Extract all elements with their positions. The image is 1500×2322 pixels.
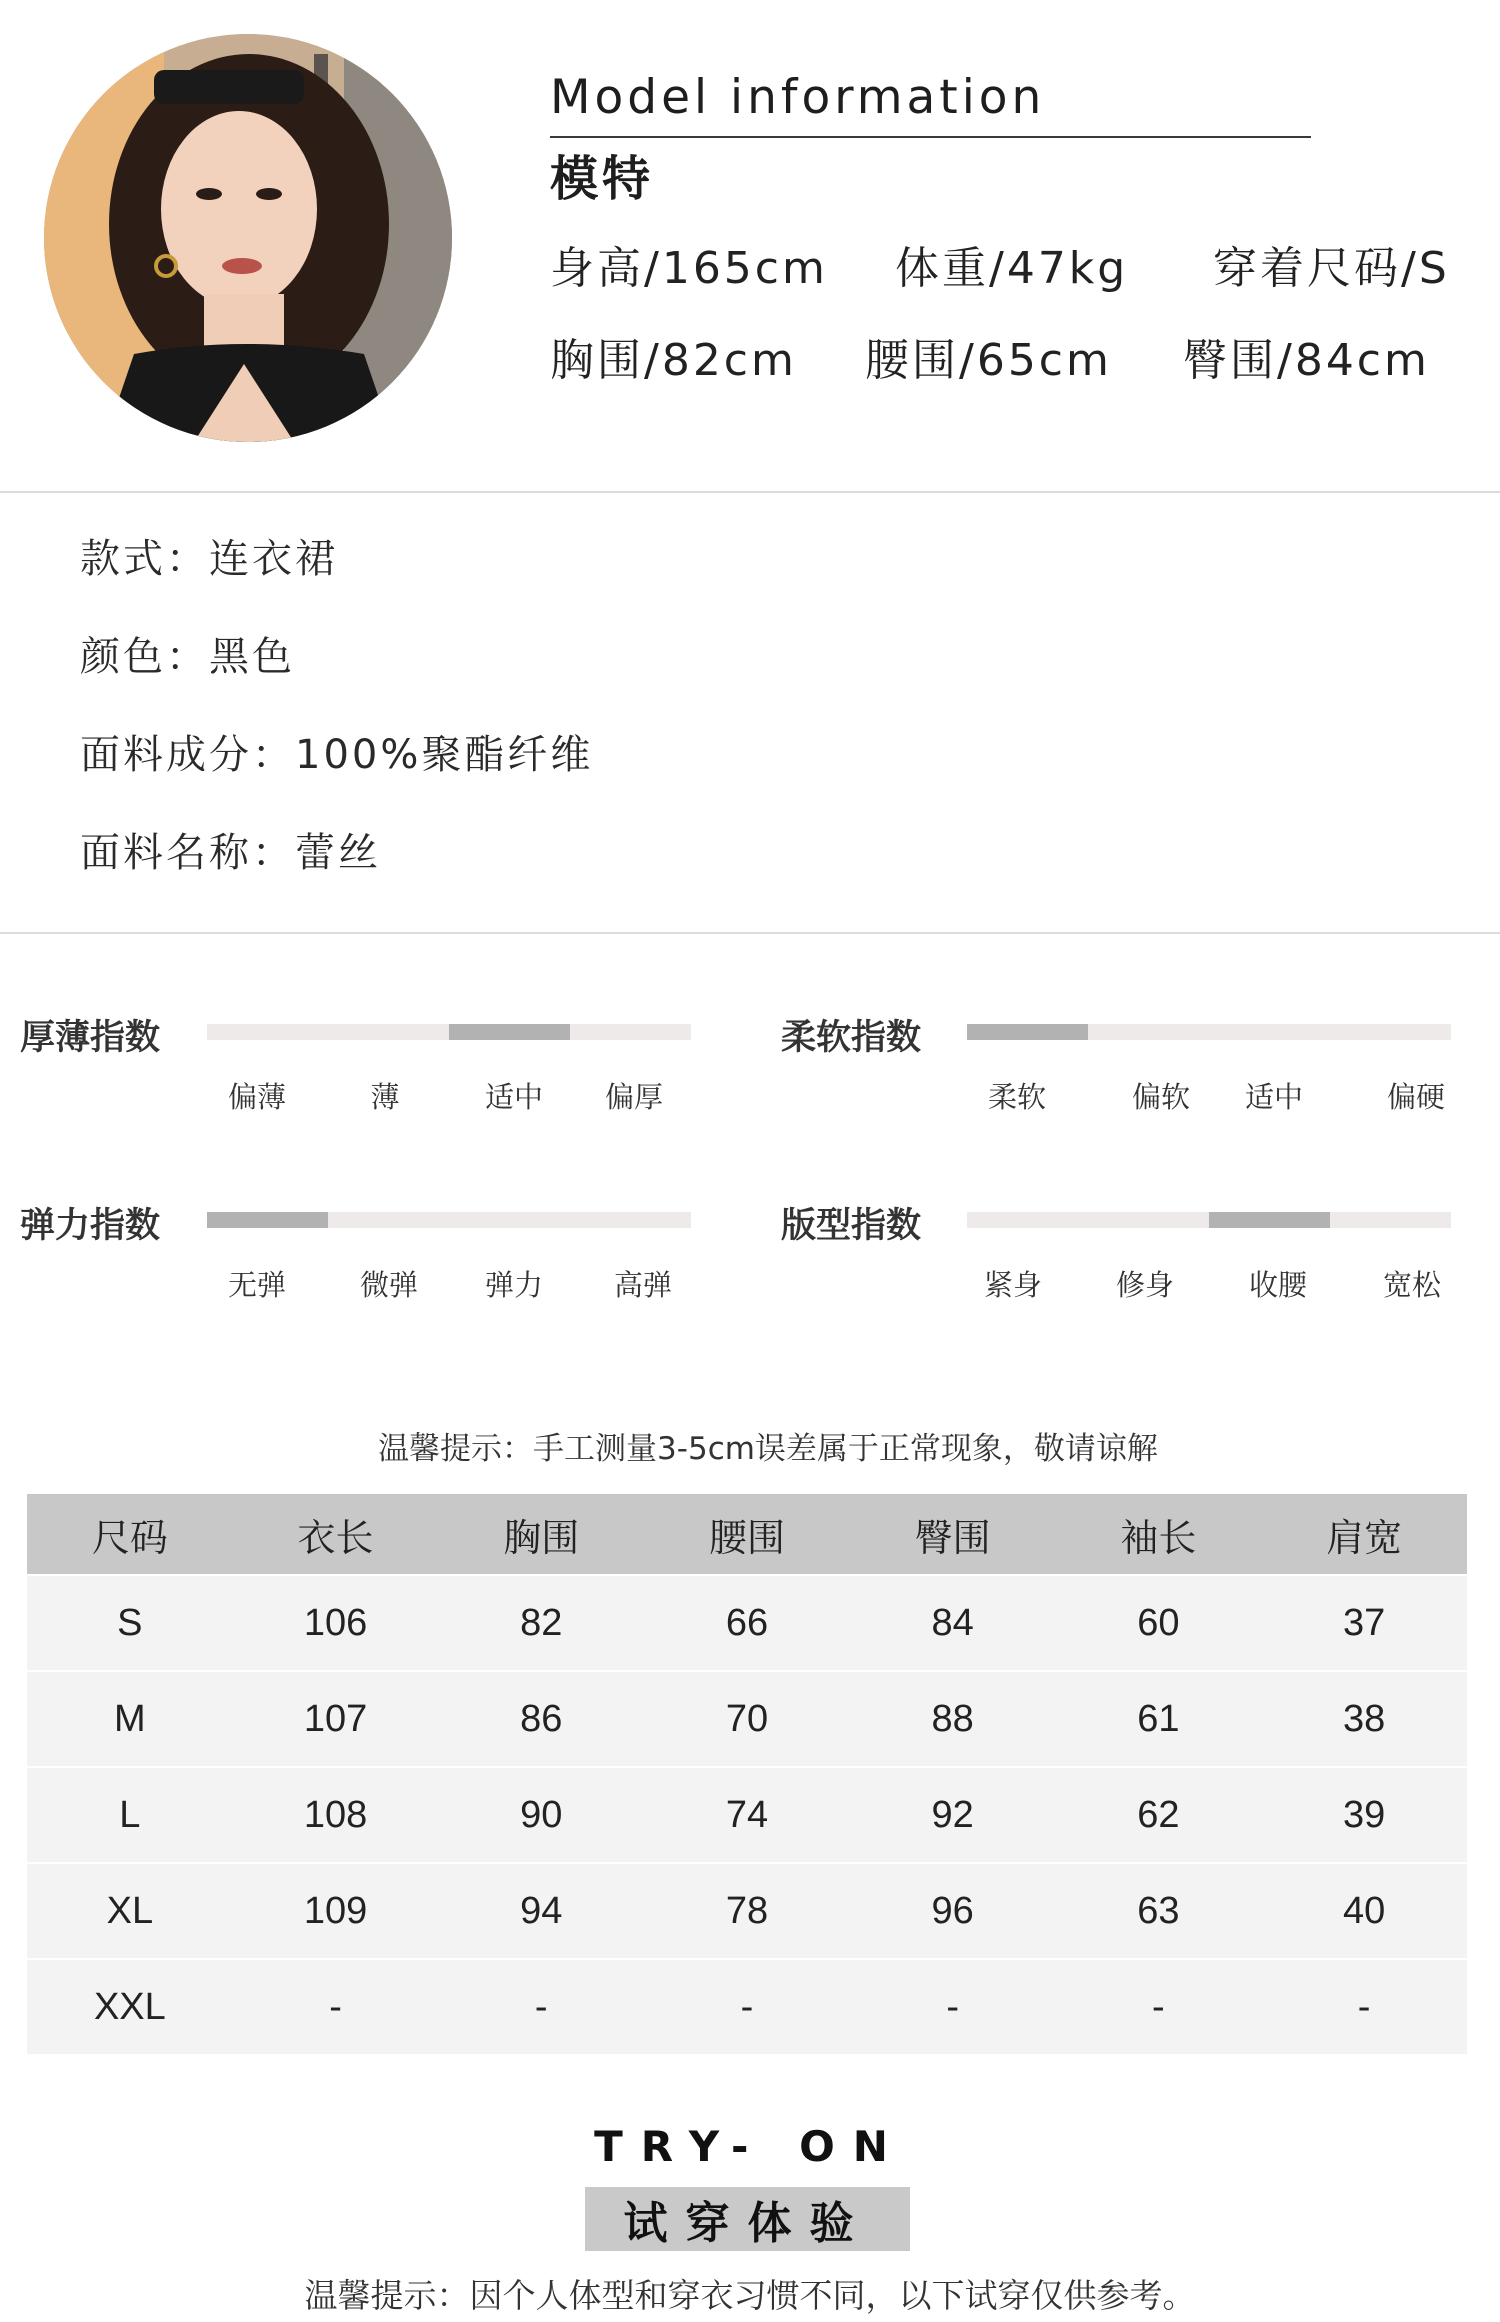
thickness-option: 偏厚 — [604, 1080, 664, 1114]
header-sleeve: 袖长 — [1056, 1494, 1262, 1575]
softness-index-fill — [967, 1024, 1088, 1040]
table-cell: - — [1056, 1959, 1262, 2054]
table-cell: 40 — [1261, 1863, 1467, 1959]
model-height: 身高/165cm — [550, 243, 828, 294]
table-cell: 109 — [233, 1863, 439, 1959]
table-cell: 78 — [644, 1863, 850, 1959]
table-row — [27, 1863, 1467, 1959]
header-length: 衣长 — [233, 1494, 439, 1575]
table-cell: 107 — [233, 1671, 439, 1767]
fit-option: 宽松 — [1382, 1268, 1442, 1302]
table-cell: 96 — [850, 1863, 1056, 1959]
table-cell: 90 — [438, 1767, 644, 1863]
table-row — [27, 1575, 1467, 1671]
table-cell: 66 — [644, 1575, 850, 1671]
table-cell: 106 — [233, 1575, 439, 1671]
measurement-notice: 温馨提示：手工测量3-5cm误差属于正常现象，敬请谅解 — [378, 1431, 1158, 1467]
product-style: 款式：连衣裙 — [80, 536, 338, 582]
elasticity-option: 弹力 — [484, 1268, 544, 1302]
elasticity-index-title: 弹力指数 — [20, 1206, 161, 1246]
model-weight: 体重/47kg — [895, 243, 1129, 294]
table-cell: 94 — [438, 1863, 644, 1959]
table-cell: - — [850, 1959, 1056, 2054]
section-divider — [0, 491, 1500, 493]
header-hip: 臀围 — [850, 1494, 1056, 1575]
model-size: 穿着尺码/S — [1213, 243, 1450, 294]
model-photo — [44, 34, 452, 442]
table-cell: XXL — [27, 1959, 233, 2054]
table-cell: 108 — [233, 1767, 439, 1863]
model-waist: 腰围/65cm — [865, 335, 1112, 386]
table-cell: - — [233, 1959, 439, 2054]
table-cell: 39 — [1261, 1767, 1467, 1863]
thickness-option: 薄 — [370, 1080, 400, 1114]
table-cell: 70 — [644, 1671, 850, 1767]
elasticity-option: 无弹 — [227, 1268, 287, 1302]
table-cell: - — [644, 1959, 850, 2054]
table-row — [27, 1671, 1467, 1767]
size-table — [27, 1494, 1467, 2054]
table-row — [27, 1959, 1467, 2054]
elasticity-option: 高弹 — [613, 1268, 673, 1302]
table-cell: 61 — [1056, 1671, 1262, 1767]
softness-index-bar — [967, 1024, 1451, 1040]
model-info-title-zh: 模特 — [550, 151, 655, 207]
thickness-index-fill — [449, 1024, 570, 1040]
fit-option: 修身 — [1115, 1268, 1175, 1302]
table-cell: 74 — [644, 1767, 850, 1863]
product-fabric: 面料名称：蕾丝 — [80, 830, 381, 876]
fit-index-fill — [1209, 1212, 1330, 1228]
table-cell: 86 — [438, 1671, 644, 1767]
table-cell: 88 — [850, 1671, 1056, 1767]
section-divider — [0, 932, 1500, 934]
table-cell: 82 — [438, 1575, 644, 1671]
header-shoulder: 肩宽 — [1261, 1494, 1467, 1575]
thickness-index-bar — [207, 1024, 691, 1040]
table-cell: 62 — [1056, 1767, 1262, 1863]
table-cell: M — [27, 1671, 233, 1767]
table-cell: 63 — [1056, 1863, 1262, 1959]
table-cell: 37 — [1261, 1575, 1467, 1671]
table-cell: 92 — [850, 1767, 1056, 1863]
table-row — [27, 1767, 1467, 1863]
elasticity-index-fill — [207, 1212, 328, 1228]
table-cell: L — [27, 1767, 233, 1863]
thickness-option: 适中 — [484, 1080, 544, 1114]
model-bust: 胸围/82cm — [550, 335, 797, 386]
product-color: 颜色：黑色 — [80, 634, 295, 680]
softness-option: 柔软 — [987, 1080, 1047, 1114]
tryon-notice: 温馨提示：因个人体型和穿衣习惯不同，以下试穿仅供参考。 — [304, 2276, 1196, 2315]
elasticity-index-bar — [207, 1212, 691, 1228]
product-composition: 面料成分：100%聚酯纤维 — [80, 732, 594, 778]
title-underline — [550, 136, 1311, 138]
tryon-title-en: TRY- ON — [594, 2122, 906, 2171]
fit-option: 收腰 — [1248, 1268, 1308, 1302]
header-size: 尺码 — [27, 1494, 233, 1575]
thickness-option: 偏薄 — [227, 1080, 287, 1114]
table-cell: - — [438, 1959, 644, 2054]
fit-index-title: 版型指数 — [781, 1206, 922, 1246]
softness-option: 适中 — [1244, 1080, 1304, 1114]
model-portrait-image — [44, 34, 452, 442]
tryon-title-box — [585, 2187, 910, 2251]
table-cell: 60 — [1056, 1575, 1262, 1671]
table-cell: 84 — [850, 1575, 1056, 1671]
model-hip: 臀围/84cm — [1183, 335, 1430, 386]
model-info-title-en: Model information — [550, 70, 1046, 125]
table-cell: S — [27, 1575, 233, 1671]
fit-option: 紧身 — [983, 1268, 1043, 1302]
softness-option: 偏软 — [1131, 1080, 1191, 1114]
softness-index-title: 柔软指数 — [781, 1018, 922, 1058]
header-bust: 胸围 — [438, 1494, 644, 1575]
softness-option: 偏硬 — [1386, 1080, 1446, 1114]
tryon-title-zh: 试穿体验 — [623, 2198, 872, 2249]
header-waist: 腰围 — [644, 1494, 850, 1575]
table-cell: 38 — [1261, 1671, 1467, 1767]
table-cell: XL — [27, 1863, 233, 1959]
fit-index-bar — [967, 1212, 1451, 1228]
table-cell: - — [1261, 1959, 1467, 2054]
elasticity-option: 微弹 — [359, 1268, 419, 1302]
thickness-index-title: 厚薄指数 — [20, 1018, 161, 1058]
size-table-header-row — [27, 1494, 1467, 1575]
